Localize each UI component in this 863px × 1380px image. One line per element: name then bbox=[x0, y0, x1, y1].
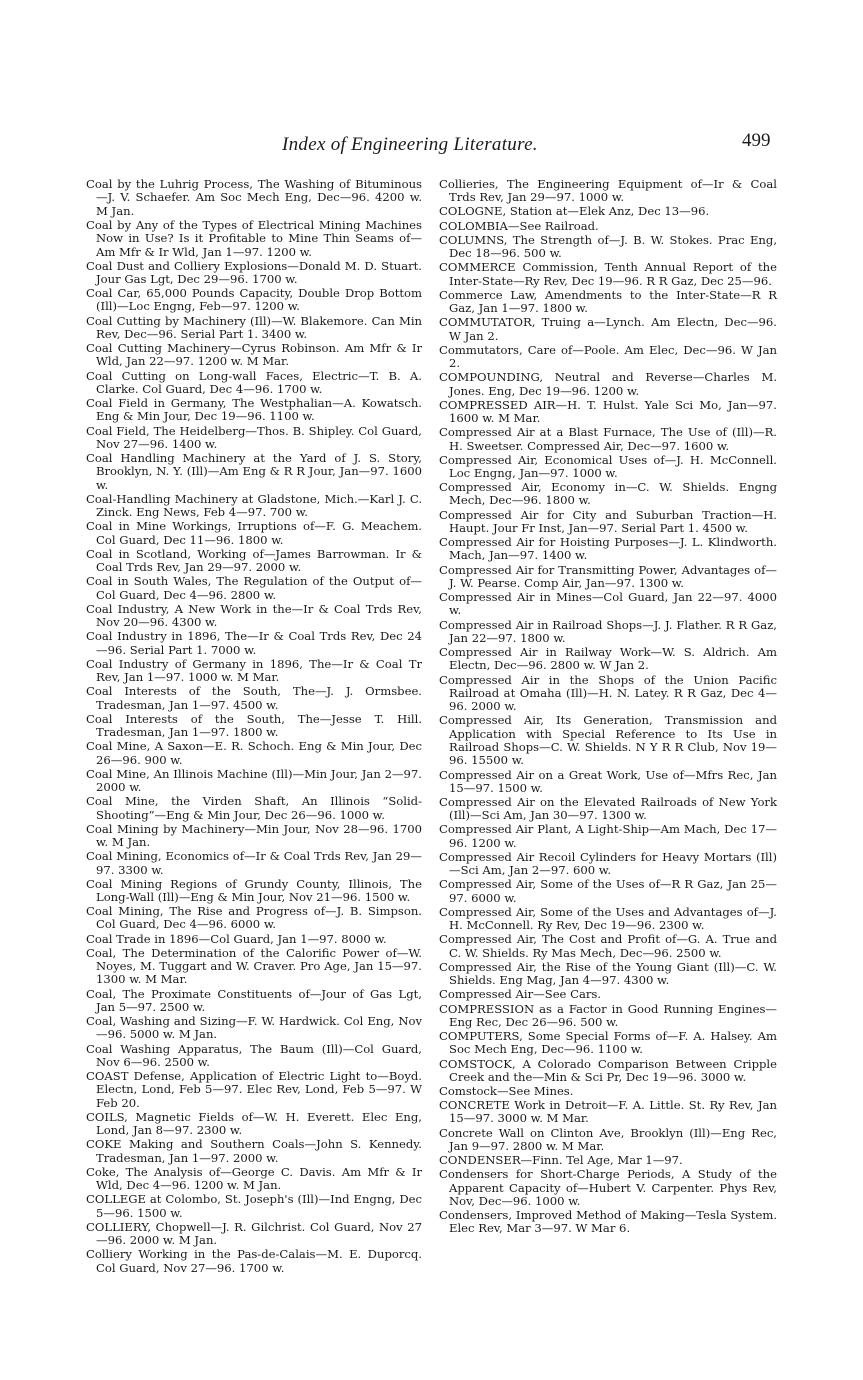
page-header bbox=[0, 130, 863, 160]
index-entry: Coal-Handling Machinery at Gladstone, Mich.—Karl J. C. Zinck. Eng News, Feb 4—97. 700 w. bbox=[86, 491, 422, 520]
index-entry: Compressed Air in Mines—Col Guard, Jan 22—97. 4000 w. bbox=[439, 590, 777, 618]
index-entry: Coal, The Proximate Constituents of—Jour of Gas Lgt, Jan 5—97. 2500 w. bbox=[86, 986, 422, 1014]
index-entry: COMPRESSED AIR—H. T. Hulst. Yale Sci Mo, Jan—97. 1600 w. M Mar. bbox=[439, 397, 777, 426]
index-entry: Compressed Air, Economical Uses of—J. H. McConnell. Loc Engng, Jan—97. 1000 w. bbox=[439, 452, 777, 480]
index-entry: Compressed Air Recoil Cylinders for Heavy Mortars (Ill)—Sci Am, Jan 2—97. 600 w. bbox=[439, 849, 777, 878]
index-entry: Coal Dust and Colliery Explosions—Donald M. D. Stuart. Jour Gas Lgt, Dec 29—96. 1700 w. bbox=[86, 258, 422, 286]
index-entry: Compressed Air for Transmitting Power, Advantages of—J. W. Pearse. Comp Air, Jan—97. 1300 w. bbox=[439, 562, 777, 590]
index-entry: Coal Washing Apparatus, The Baum (Ill)—Col Guard, Nov 6—96. 2500 w. bbox=[86, 1041, 422, 1069]
running-title: Index of Engineering Literature. bbox=[282, 134, 538, 155]
index-entry: Compressed Air in the Shops of the Union Pacific Railroad at Omaha (Ill)—H. N. Latey. R R Gaz, Dec 4—96. 2000 w. bbox=[439, 672, 777, 714]
index-entry: Coal Cutting by Machinery (Ill)—W. Blakemore. Can Min Rev, Dec—96. Serial Part 1. 3400 w. bbox=[86, 313, 422, 341]
index-entry: COLUMNS, The Strength of—J. B. W. Stokes. Prac Eng, Dec 18—96. 500 w. bbox=[439, 232, 777, 261]
index-entry: Compressed Air, Some of the Uses of—R R Gaz, Jan 25—97. 6000 w. bbox=[439, 877, 777, 905]
index-entry: Coal by the Luhrig Process, The Washing of Bituminous—J. V. Schaefer. Am Soc Mech Eng, Dec—96. 4200 w. M Jan. bbox=[86, 177, 422, 218]
index-entry: Coal by Any of the Types of Electrical Mining Machines Now in Use? Is it Profitable to Mine Thin Seams of—Am Mfr & Ir Wld, Jan 1—97. 1200 w. bbox=[86, 217, 422, 259]
index-entry: Collieries, The Engineering Equipment of—Ir & Coal Trds Rev, Jan 29—97. 1000 w. bbox=[439, 177, 777, 205]
index-entry: Coal Mining by Machinery—Min Jour, Nov 28—96. 1700 w. M Jan. bbox=[86, 821, 422, 850]
index-entry: Compressed Air on the Elevated Railroads of New York (Ill)—Sci Am, Jan 30—97. 1300 w. bbox=[439, 795, 777, 823]
index-entry: Coal Car, 65,000 Pounds Capacity, Double Drop Bottom (Ill)—Loc Engng, Feb—97. 1200 w. bbox=[86, 286, 422, 314]
index-entry: Coal Interests of the South, The—J. J. Ormsbee. Tradesman, Jan 1—97. 4500 w. bbox=[86, 684, 422, 712]
index-entry: COMMERCE Commission, Tenth Annual Report of the Inter-State—Ry Rev, Dec 19—96. R R Gaz, Dec 25—96. bbox=[439, 260, 777, 288]
index-entry: Colliery Working in the Pas-de-Calais—M. E. Duporcq. Col Guard, Nov 27—96. 1700 w. bbox=[86, 1247, 422, 1275]
index-entry: COMPOUNDING, Neutral and Reverse—Charles M. Jones. Eng, Dec 19—96. 1200 w. bbox=[439, 370, 777, 398]
index-entry: Coal Industry in 1896, The—Ir & Coal Trds Rev, Dec 24—96. Serial Part 1. 7000 w. bbox=[86, 629, 422, 657]
index-entry: Coal Handling Machinery at the Yard of J. S. Story, Brooklyn, N. Y. (Ill)—Am Eng & R R Jour, Jan—97. 1600 w. bbox=[86, 451, 422, 492]
index-entry: Compressed Air, the Rise of the Young Giant (Ill)—C. W. Shields. Eng Mag, Jan 4—97. 4300 w. bbox=[439, 959, 777, 988]
index-entry: Commerce Law, Amendments to the Inter-State—R R Gaz, Jan 1—97. 1800 w. bbox=[439, 287, 777, 316]
index-entry: COLOGNE, Station at—Elek Anz, Dec 13—96. bbox=[439, 204, 710, 219]
index-entry: Compressed Air on a Great Work, Use of—Mfrs Rec, Jan 15—97. 1500 w. bbox=[439, 767, 777, 795]
index-entry: Coal Mine, A Saxon—E. R. Schoch. Eng & Min Jour, Dec 26—96. 900 w. bbox=[86, 739, 422, 767]
index-entry: Coal Mine, An Illinois Machine (Ill)—Min Jour, Jan 2—97. 2000 w. bbox=[86, 766, 422, 795]
index-entry: Compressed Air Plant, A Light-Ship—Am Mach, Dec 17—96. 1200 w. bbox=[439, 822, 777, 850]
index-entry: Compressed Air, Some of the Uses and Advantages of—J. H. McConnell. Ry Rev, Dec 19—96. 2300 w. bbox=[439, 904, 777, 933]
index-entry: CONDENSER—Finn. Tel Age, Mar 1—97. bbox=[439, 1153, 683, 1168]
index-entry: Compressed Air, Economy in—C. W. Shields. Engng Mech, Dec—96. 1800 w. bbox=[439, 480, 777, 508]
index-entry: Compressed Air—See Cars. bbox=[439, 987, 602, 1002]
index-entry: Concrete Wall on Clinton Ave, Brooklyn (Ill)—Eng Rec, Jan 9—97. 2800 w. M Mar. bbox=[439, 1125, 777, 1153]
index-entry: Coal Cutting on Long-wall Faces, Electric—T. B. A. Clarke. Col Guard, Dec 4—96. 1700 w. bbox=[86, 368, 422, 396]
right-column bbox=[439, 178, 777, 1237]
index-entry: Compressed Air in Railway Work—W. S. Aldrich. Am Electn, Dec—96. 2800 w. W Jan 2. bbox=[439, 645, 777, 673]
index-entry: Commutators, Care of—Poole. Am Elec, Dec—96. W Jan 2. bbox=[439, 342, 777, 371]
index-entry: Coal, The Determination of the Calorific Power of—W. Noyes, M. Tuggart and W. Craver. Pro Age, Jan 15—97. 1300 w. M Mar. bbox=[86, 945, 422, 987]
index-entry: Coal Interests of the South, The—Jesse T. Hill. Tradesman, Jan 1—97. 1800 w. bbox=[86, 711, 422, 740]
index-entry: Coal Field, The Heidelberg—Thos. B. Shipley. Col Guard, Nov 27—96. 1400 w. bbox=[86, 423, 422, 451]
index-entry: Compressed Air, The Cost and Profit of—G. A. True and C. W. Shields. Ry Mas Mech, Dec—96. 2500 w. bbox=[439, 932, 777, 960]
index-entry: COMSTOCK, A Colorado Comparison Between Cripple Creek and the—Min & Sci Pr, Dec 19—96. 3000 w. bbox=[439, 1056, 777, 1084]
index-entry: COILS, Magnetic Fields of—W. H. Everett. Elec Eng, Lond, Jan 8—97. 2300 w. bbox=[86, 1109, 422, 1138]
index-entry: COLLIERY, Chopwell—J. R. Gilchrist. Col Guard, Nov 27—96. 2000 w. M Jan. bbox=[86, 1219, 422, 1248]
index-entry: Condensers for Short-Charge Periods, A Study of the Apparent Capacity of—Hubert V. Carpenter. Phys Rev, Nov, Dec—96. 1000 w. bbox=[439, 1167, 777, 1208]
index-entry: Compressed Air in Railroad Shops—J. J. Flather. R R Gaz, Jan 22—97. 1800 w. bbox=[439, 617, 777, 645]
left-column bbox=[86, 178, 422, 1276]
index-entry: Coal Mining, Economics of—Ir & Coal Trds Rev, Jan 29—97. 3300 w. bbox=[86, 849, 422, 877]
index-entry: Coal Mine, the Virden Shaft, An Illinois “Solid-Shooting”—Eng & Min Jour, Dec 26—96. 1000 w. bbox=[86, 794, 422, 822]
index-entry: Coal Mining, The Rise and Progress of—J. B. Simpson. Col Guard, Dec 4—96. 6000 w. bbox=[86, 904, 422, 932]
index-entry: Coal Field in Germany, The Westphalian—A. Kowatsch. Eng & Min Jour, Dec 19—96. 1100 w. bbox=[86, 396, 422, 424]
index-entry: Coal in South Wales, The Regulation of the Output of—Col Guard, Dec 4—96. 2800 w. bbox=[86, 574, 422, 602]
index-entry: COLOMBIA—See Railroad. bbox=[439, 218, 599, 233]
index-entry: COKE Making and Southern Coals—John S. Kennedy. Tradesman, Jan 1—97. 2000 w. bbox=[86, 1137, 422, 1165]
index-entry: COMPUTERS, Some Special Forms of—F. A. Halsey. Am Soc Mech Eng, Dec—96. 1100 w. bbox=[439, 1029, 777, 1057]
index-entry: Compressed Air for City and Suburban Traction—H. Haupt. Jour Fr Inst, Jan—97. Serial Part 1. 4500 w. bbox=[439, 507, 777, 535]
index-entry: CONCRETE Work in Detroit—F. A. Little. St. Ry Rev, Jan 15—97. 3000 w. M Mar. bbox=[439, 1098, 777, 1126]
index-entry: Comstock—See Mines. bbox=[439, 1083, 574, 1098]
index-entry: Compressed Air for Hoisting Purposes—J. L. Klindworth. Mach, Jan—97. 1400 w. bbox=[439, 535, 777, 563]
index-entry: COAST Defense, Application of Electric Light to—Boyd. Electn, Lond, Feb 5—97. Elec Rev, Lond, Feb 5—97. W Feb 20. bbox=[86, 1069, 422, 1110]
index-entry: Condensers, Improved Method of Making—Tesla System. Elec Rev, Mar 3—97. W Mar 6. bbox=[439, 1208, 777, 1236]
index-entry: COLLEGE at Colombo, St. Joseph's (Ill)—Ind Engng, Dec 5—96. 1500 w. bbox=[86, 1192, 422, 1220]
index-entry: Coal Industry of Germany in 1896, The—Ir & Coal Tr Rev, Jan 1—97. 1000 w. M Mar. bbox=[86, 656, 422, 685]
index-entry: Coal Mining Regions of Grundy County, Illinois, The Long-Wall (Ill)—Eng & Min Jour, Nov 21—96. 1500 w. bbox=[86, 876, 422, 904]
index-entry: Coal Industry, A New Work in the—Ir & Coal Trds Rev, Nov 20—96. 4300 w. bbox=[86, 601, 422, 630]
index-entry: Coal Trade in 1896—Col Guard, Jan 1—97. 8000 w. bbox=[86, 931, 387, 946]
page-number: 499 bbox=[742, 130, 771, 151]
index-entry: Coke, The Analysis of—George C. Davis. Am Mfr & Ir Wld, Dec 4—96. 1200 w. M Jan. bbox=[86, 1164, 422, 1193]
index-entry: Coal in Scotland, Working of—James Barrowman. Ir & Coal Trds Rev, Jan 29—97. 2000 w. bbox=[86, 546, 422, 575]
index-entry: Coal, Washing and Sizing—F. W. Hardwick. Col Eng, Nov—96. 5000 w. M Jan. bbox=[86, 1014, 422, 1042]
index-entry: Compressed Air at a Blast Furnace, The Use of (Ill)—R. H. Sweetser. Compressed Air, Dec—97. 1600 w. bbox=[439, 425, 777, 453]
index-entry: COMMUTATOR, Truing a—Lynch. Am Electn, Dec—96. W Jan 2. bbox=[439, 315, 777, 343]
index-entry: Coal Cutting Machinery—Cyrus Robinson. Am Mfr & Ir Wld, Jan 22—97. 1200 w. M Mar. bbox=[86, 341, 422, 369]
index-entry: COMPRESSION as a Factor in Good Running Engines—Eng Rec, Dec 26—96. 500 w. bbox=[439, 1001, 777, 1029]
index-entry: Coal in Mine Workings, Irruptions of—F. G. Meachem. Col Guard, Dec 11—96. 1800 w. bbox=[86, 519, 422, 547]
index-entry: Compressed Air, Its Generation, Transmission and Application with Special Reference to Its Use in Railroad Shops—C. W. Shields. N Y R R Club, Nov 19—96. 15500 w. bbox=[439, 713, 777, 768]
